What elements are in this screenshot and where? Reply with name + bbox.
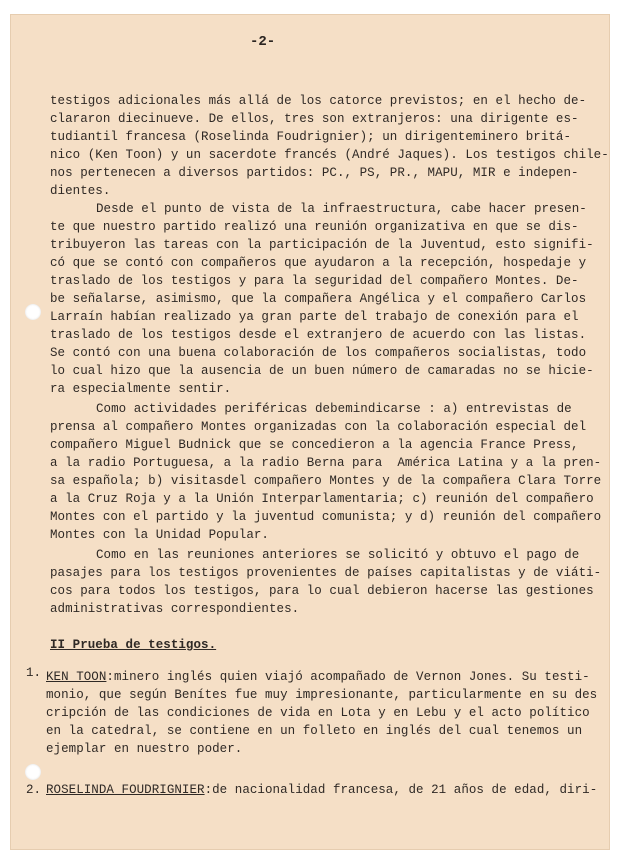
text-line: ra especialmente sentir. [50,382,232,396]
text-line: tribuyeron las tareas con la participación de la Juventud, esto signifi- [50,238,594,252]
text-line: monio, que según Benítes fue muy impresionante, particularmente en su des [46,688,598,702]
text-line: cos para todos los testigos, para lo cual debieron hacerse las gestiones [50,584,594,598]
text-line: Como en las reuniones anteriores se solicitó y obtuvo el pago de [96,548,580,562]
text-line: tudiantil francesa (Roselinda Foudrignier); un dirigenteminero britá- [50,130,572,144]
text-line: traslado de los testigos y para la seguridad del compañero Montes. De- [50,274,579,288]
text-line: testigos adicionales más allá de los catorce previstos; en el hecho de- [50,94,587,108]
text-line: có que se contó con compañeros que ayudaron a la recepción, hospedaje y [50,256,587,270]
item-text: :minero inglés quien viajó acompañado de Vernon Jones. Su testi- [106,670,590,684]
text-line: prensa al compañero Montes organizadas con la colaboración especial del [50,420,587,434]
text-line: Como actividades periféricas debemindicarse : a) entrevistas de [96,402,572,416]
text-line: Desde el punto de vista de la infraestructura, cabe hacer presen- [96,202,587,216]
text-line: Larraín habían realizado ya gran parte del trabajo de conexión para el [50,310,579,324]
text-line: compañero Miguel Budnick que se concedieron a la agencia France Press, [50,438,579,452]
text-line: be señalarse, asimismo, que la compañera Angélica y el compañero Carlos [50,292,587,306]
text-line: traslado de los testigos desde el extranjero de acuerdo con las listas. [50,328,587,342]
text-line: te que nuestro partido realizó una reunión organizativa en que se dis- [50,220,579,234]
text-line: a la Cruz Roja y a la Unión Interparlamentaria; c) reunión del compañero [50,492,594,506]
item-line [46,670,590,684]
text-line: administrativas correspondientes. [50,602,300,616]
text-line: sa española; b) visitasdel compañero Montes y de la compañera Clara Torre [50,474,602,488]
text-line: pasajes para los testigos provenientes de países capitalistas y de viáti- [50,566,602,580]
item-number: 2. [26,783,42,797]
item-number: 1. [26,666,42,680]
text-line: Montes con la Unidad Popular. [50,528,269,542]
text-line: Montes con el partido y la juventud comunista; y d) reunión del compañero [50,510,602,524]
item-line [46,783,597,797]
text-line: nico (Ken Toon) y un sacerdote francés (André Jaques). Los testigos chile- [50,148,609,162]
item-text: :de nacionalidad francesa, de 21 años de edad, diri- [204,783,598,797]
text-line: dientes. [50,184,111,198]
witness-name: ROSELINDA FOUDRIGNIER [46,783,205,797]
text-line: clararon diecinueve. De ellos, tres son extranjeros: una dirigente es- [50,112,579,126]
text-line: lo cual hizo que la ausencia de un buen número de camaradas no se hicie- [50,364,594,378]
text-line: en la catedral, se contiene en un folleto en inglés del cual tenemos un [46,724,583,738]
punch-hole [25,304,41,320]
punch-hole [25,764,41,780]
text-line: ejemplar en nuestro poder. [46,742,243,756]
section-heading: II Prueba de testigos. [50,638,217,652]
witness-name: KEN TOON [46,670,107,684]
page-number: -2- [250,34,276,50]
text-line: Se contó con una buena colaboración de los compañeros socialistas, todo [50,346,587,360]
text-line: a la radio Portuguesa, a la radio Berna para América Latina y a la pren- [50,456,602,470]
text-line: cripción de las condiciones de vida en Lota y en Lebu y el acto político [46,706,590,720]
text-line: nos pertenecen a diversos partidos: PC., PS, PR., MAPU, MIR e indepen- [50,166,579,180]
